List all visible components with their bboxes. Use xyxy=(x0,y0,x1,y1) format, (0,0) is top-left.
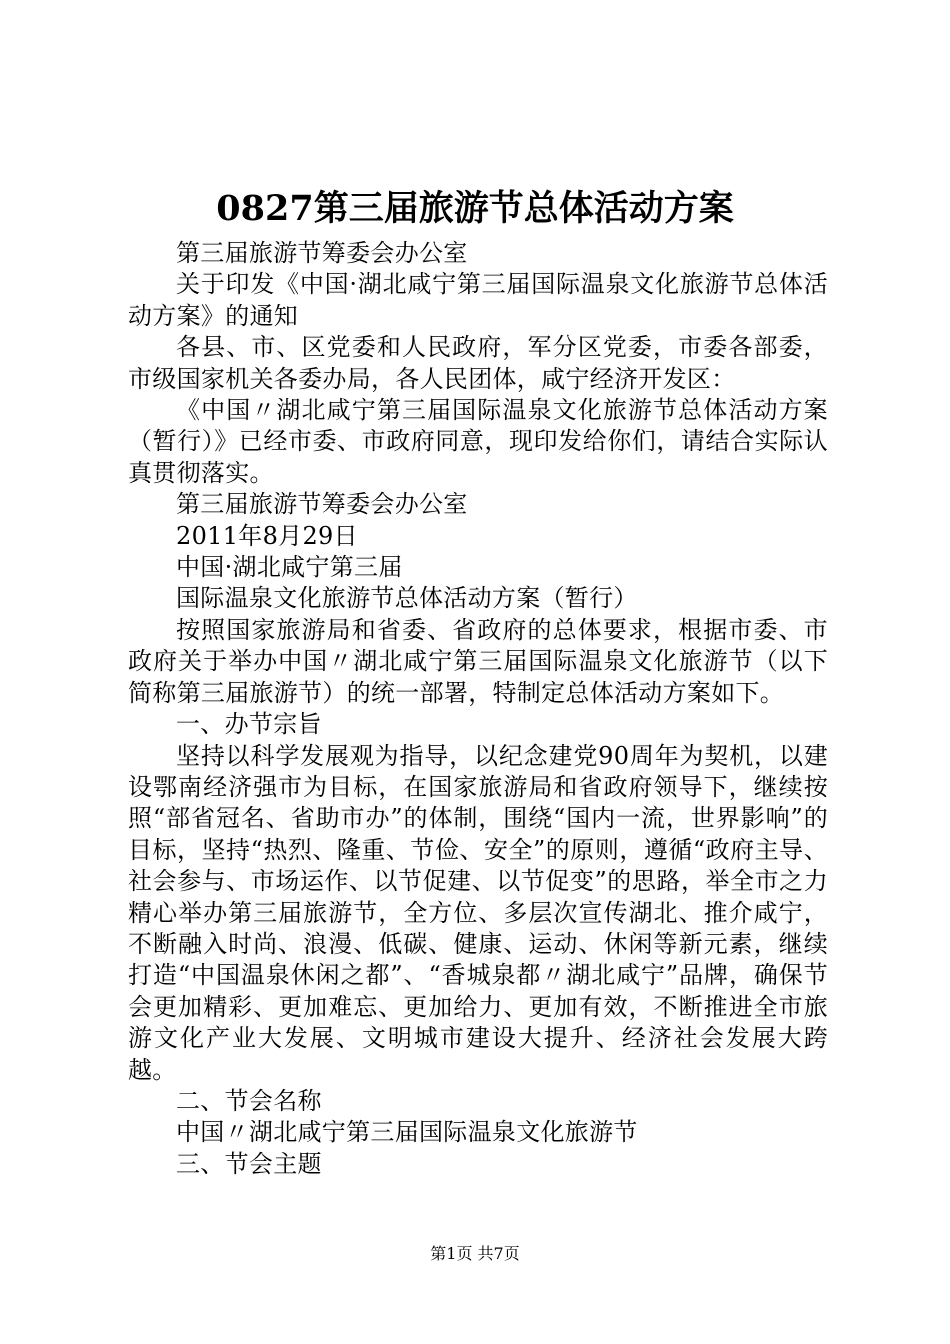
paragraph-festival-name: 中国〃湖北咸宁第三届国际温泉文化旅游节 xyxy=(176,1118,638,1147)
page-number-footer: 第1页 共7页 xyxy=(430,1244,520,1263)
paragraph-notice-body: 《中国〃湖北咸宁第三届国际温泉文化旅游节总体活动方案（暂行）》已经市委、市政府同意，现印发给你们，请结合实际认真贯彻落实。 xyxy=(128,396,828,487)
section-heading-purpose: 一、办节宗旨 xyxy=(176,710,322,739)
paragraph-notice-title: 关于印发《中国·湖北咸宁第三届国际温泉文化旅游节总体活动方案》的通知 xyxy=(128,270,828,330)
paragraph-introduction: 按照国家旅游局和省委、省政府的总体要求，根据市委、市政府关于举办中国〃湖北咸宁第三届国际温泉文化旅游节（以下简称第三届旅游节）的统一部署，特制定总体活动方案如下。 xyxy=(128,615,828,707)
paragraph-purpose-body: 坚持以科学发展观为指导，以纪念建党90周年为契机，以建设鄂南经济强市为目标，在国家旅游局和省政府领导下，继续按照“部省冠名、省助市办”的体制，围绕“国内一流，世界影响”的目标，坚持“热烈、隆重、节俭、安全”的原则，遵循“政府主导、社会参与、市场运作、以节促建、以节促变”的思路，举全市之力精心举办第三届旅游节，全方位、多层次宣传湖北、推介咸宁，不断融入时尚、浪漫、低碳、健康、运动、休闲等新元素，继续打造“中国温泉休闲之都”、“香城泉都〃湖北咸宁”品牌，确保节会更加精彩、更加难忘、更加给力、更加有效，不断推进全市旅游文化产业大发展、文明城市建设大提升、经济社会发展大跨越。 xyxy=(128,741,828,1084)
document-title: 0827第三届旅游节总体活动方案 xyxy=(216,188,734,229)
paragraph-plan-title-line2: 国际温泉文化旅游节总体活动方案（暂行） xyxy=(176,584,638,613)
paragraph-date: 2011年8月29日 xyxy=(176,521,358,550)
section-heading-festival-name: 二、节会名称 xyxy=(176,1086,322,1115)
paragraph-recipients: 各县、市、区党委和人民政府，军分区党委，市委各部委，市级国家机关各委办局，各人民团体，咸宁经济开发区： xyxy=(128,333,828,393)
paragraph-signature-office: 第三届旅游节筹委会办公室 xyxy=(176,490,468,519)
section-heading-festival-theme: 三、节会主题 xyxy=(176,1149,322,1178)
paragraph-plan-title-line1: 中国·湖北咸宁第三届 xyxy=(176,553,403,582)
paragraph-committee-office: 第三届旅游节筹委会办公室 xyxy=(176,239,468,267)
document-body xyxy=(128,238,828,1180)
